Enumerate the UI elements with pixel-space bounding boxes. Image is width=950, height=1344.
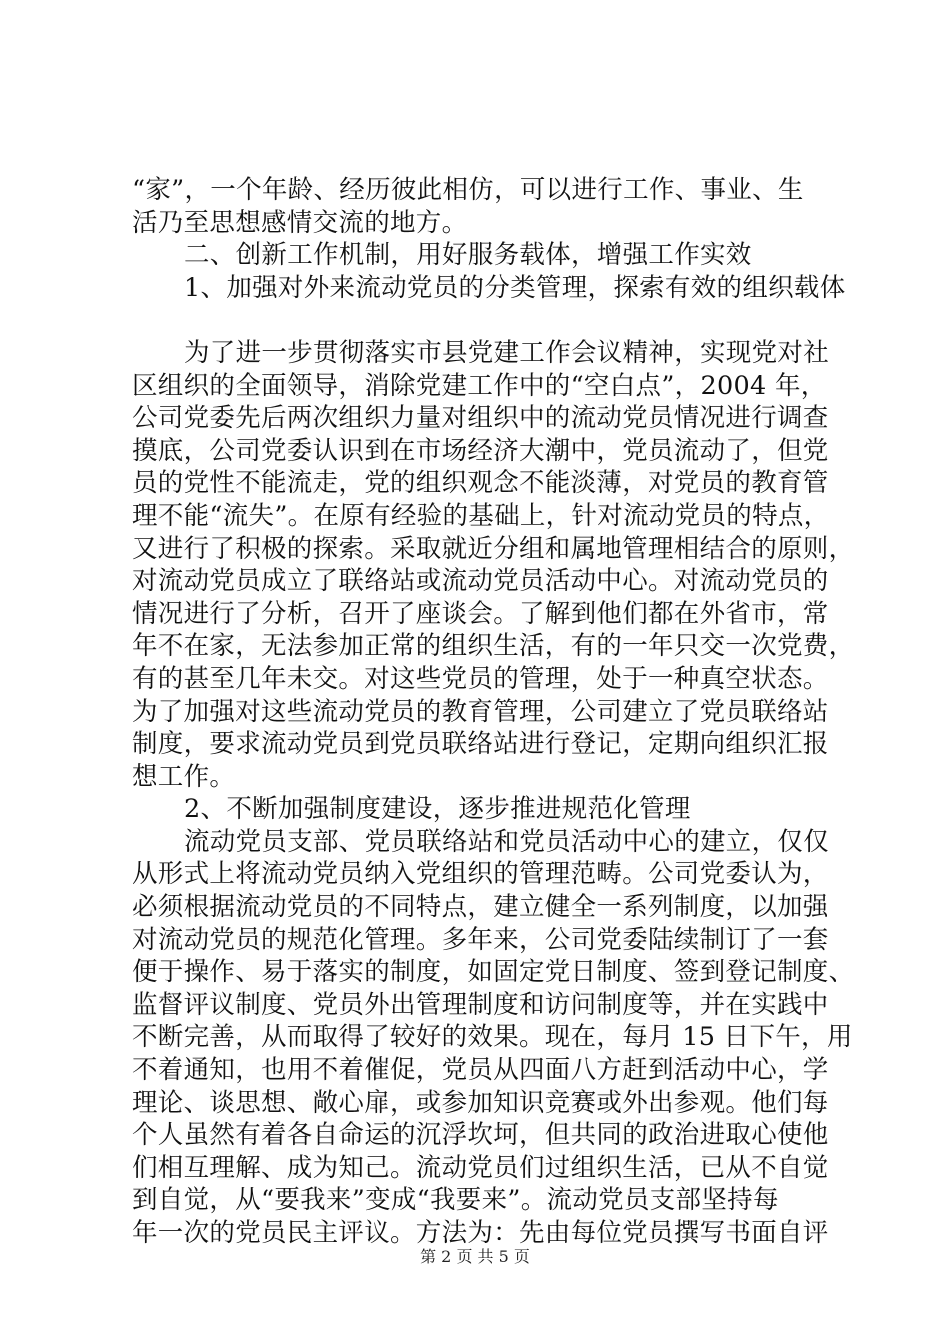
- text-line: 对流动党员的规范化管理。多年来，公司党委陆续制订了一套: [132, 924, 829, 955]
- text-line: “家”，一个年龄、经历彼此相仿，可以进行工作、事业、生: [132, 175, 804, 205]
- text-line: 必须根据流动党员的不同特点，建立健全一系列制度，以加强: [132, 892, 829, 923]
- text-line: 为了加强对这些流动党员的教育管理，公司建立了党员联络站: [132, 696, 829, 727]
- text-line: 情况进行了分析，召开了座谈会。了解到他们都在外省市，常: [132, 598, 829, 629]
- text-line: 从形式上将流动党员纳入党组织的管理范畴。公司党委认为，: [132, 859, 829, 890]
- text-line: 区组织的全面领导，消除党建工作中的“空白点”，2004 年，: [132, 370, 827, 401]
- text-line: 有的甚至几年未交。对这些党员的管理，处于一种真空状态。: [132, 663, 829, 694]
- text-line: 公司党委先后两次组织力量对组织中的流动党员情况进行调查: [132, 403, 829, 434]
- text-line: 到自觉，从“要我来”变成“我要来”。流动党员支部坚持每: [132, 1185, 779, 1216]
- text-line: 年不在家，无法参加正常的组织生活，有的一年只交一次党费，: [132, 631, 855, 662]
- text-line: 监督评议制度、党员外出管理制度和访问制度等，并在实践中: [132, 989, 829, 1020]
- text-line: 不着通知，也用不着催促，党员从四面八方赶到活动中心，学: [132, 1055, 829, 1086]
- text-line: 流动党员支部、党员联络站和党员活动中心的建立，仅仅: [184, 826, 830, 857]
- text-line: 理论、谈思想、敞心扉，或参加知识竞赛或外出参观。他们每: [132, 1087, 829, 1118]
- text-line: 个人虽然有着各自命运的沉浮坎坷，但共同的政治进取心使他: [132, 1120, 829, 1151]
- text-line: 们相互理解、成为知己。流动党员们过组织生活，已从不自觉: [132, 1152, 829, 1183]
- text-line: 为了进一步贯彻落实市县党建工作会议精神，实现党对社: [184, 337, 830, 368]
- text-line: 制度，要求流动党员到党员联络站进行登记，定期向组织汇报: [132, 729, 829, 760]
- text-line: 理不能“流失”。在原有经验的基础上，针对流动党员的特点，: [132, 500, 830, 531]
- document-body: [132, 174, 855, 1250]
- text-line: 年一次的党员民主评议。方法为：先由每位党员撰写书面自评: [132, 1218, 829, 1248]
- paragraph-gap: [132, 304, 832, 337]
- text-line: 不断完善，从而取得了较好的效果。现在，每月 15 日下午，用: [132, 1022, 853, 1053]
- text-line: 便于操作、易于落实的制度，如固定党日制度、签到登记制度、: [132, 957, 855, 988]
- text-line: 员的党性不能流走，党的组织观念不能淡薄，对党员的教育管: [132, 468, 829, 499]
- text-line: 2、不断加强制度建设，逐步推进规范化管理: [184, 794, 691, 825]
- page-number-footer: 第 2 页 共 5 页: [420, 1247, 530, 1266]
- text-line: 对流动党员成立了联络站或流动党员活动中心。对流动党员的: [132, 566, 829, 597]
- text-line: 活乃至思想感情交流的地方。: [132, 207, 468, 238]
- text-line: 摸底，公司党委认识到在市场经济大潮中，党员流动了，但党: [132, 435, 829, 466]
- text-line: 二、创新工作机制，用好服务载体，增强工作实效: [184, 240, 752, 271]
- text-line: 想工作。: [132, 761, 236, 792]
- text-line: 又进行了积极的探索。采取就近分组和属地管理相结合的原则，: [132, 533, 855, 564]
- text-line: 1、加强对外来流动党员的分类管理，探索有效的组织载体: [184, 272, 846, 303]
